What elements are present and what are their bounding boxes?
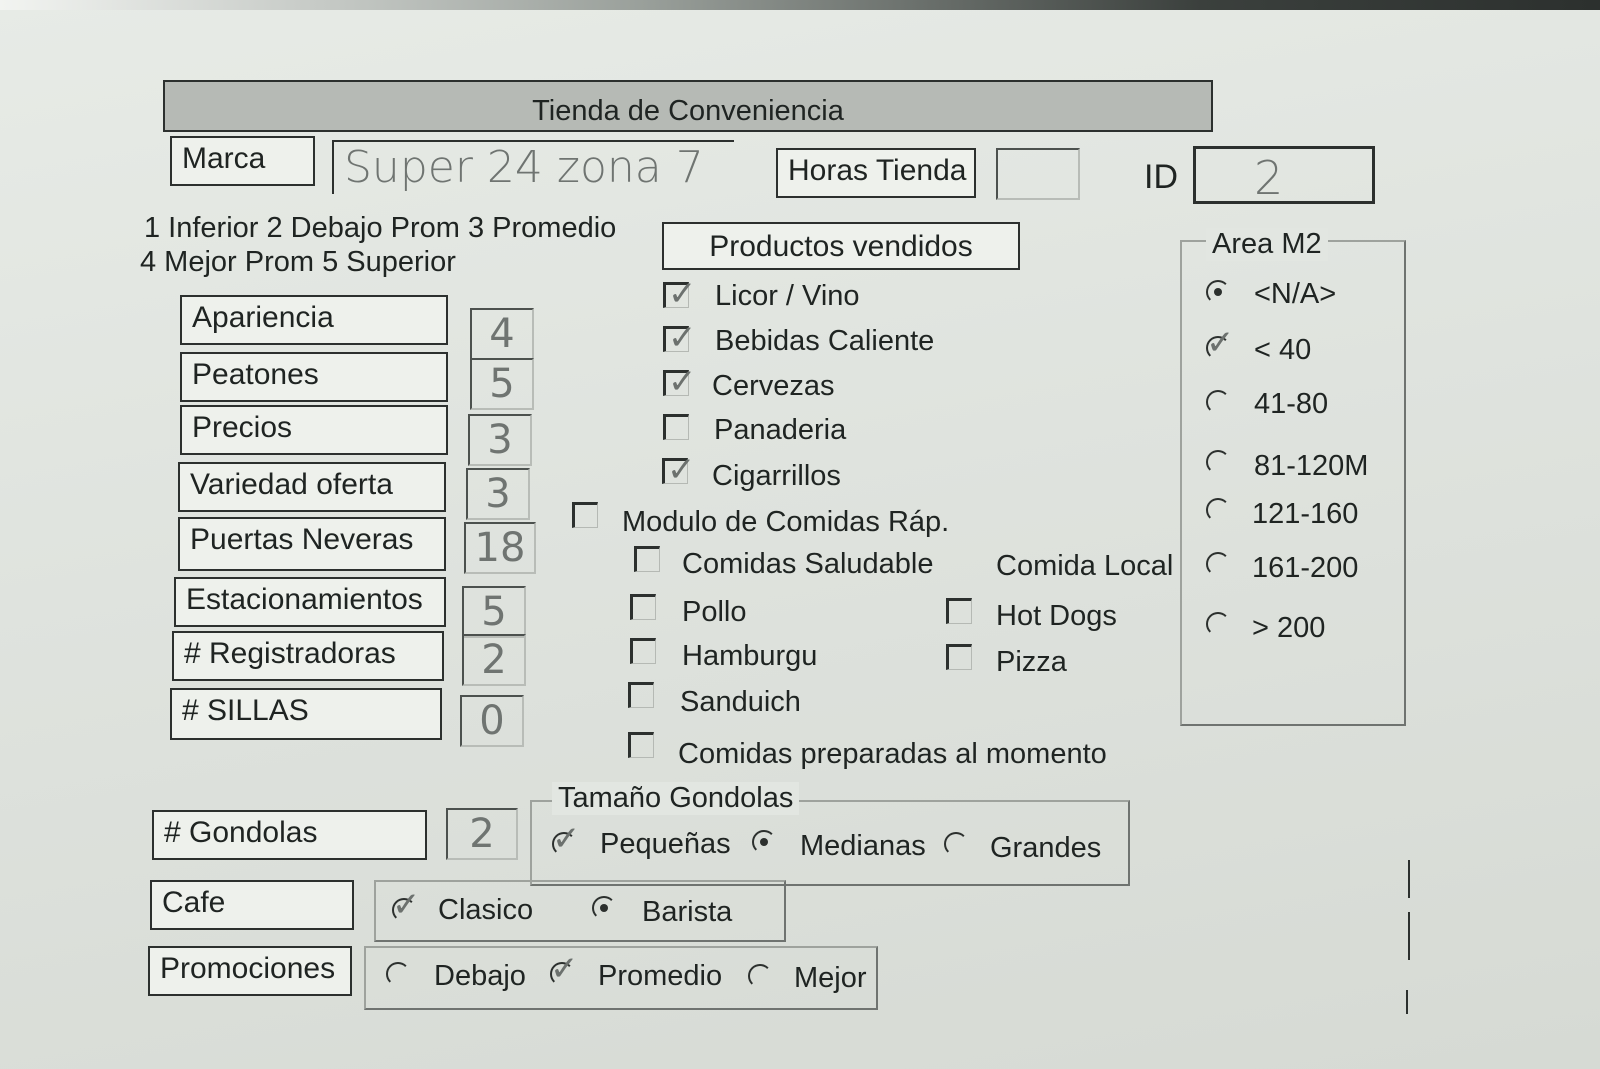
licor-vino-label: Licor / Vino [715,280,860,312]
pizza-label: Pizza [996,646,1067,678]
marca-label: Marca [170,136,315,186]
edge-tick [1408,912,1410,960]
productos-vendidos-header: Productos vendidos [662,222,1020,270]
rating-label: # Registradoras [172,631,444,681]
pollo-checkbox[interactable] [630,594,656,620]
bebidas-caliente-label: Bebidas Caliente [715,325,935,357]
edge-tick [1406,990,1408,1014]
cigarrillos-checkbox[interactable] [662,450,696,490]
cafe-radio-barista[interactable] [592,896,616,920]
rating-value-field[interactable]: 5 [462,586,526,638]
licor-vino-checkbox[interactable] [663,274,697,314]
check-mark-icon: ✓ [550,949,579,989]
sanduich-checkbox[interactable] [628,682,654,708]
area-option-label: > 200 [1252,612,1326,644]
sanduich-label: Sanduich [680,686,801,718]
promociones-radio-promedio[interactable] [550,949,579,989]
tamano-gondolas-title: Tamaño Gondolas [552,782,799,815]
area-radio-na[interactable] [1206,280,1230,304]
rating-label: Puertas Neveras [178,517,446,571]
gondolas-value-field[interactable]: 2 [446,808,518,860]
horas-tienda-field[interactable] [996,148,1080,200]
area-option-label: <N/A> [1254,278,1337,310]
promociones-option-label: Debajo [434,960,526,992]
promociones-radio-debajo[interactable] [386,962,410,986]
comidas-saludable-checkbox[interactable] [634,546,660,572]
gondolas-option-label: Pequeñas [600,828,731,860]
bebidas-caliente-checkbox[interactable] [663,318,697,358]
panaderia-checkbox[interactable] [663,414,689,440]
rating-value-field[interactable]: 5 [470,358,534,410]
promociones-radio-mejor[interactable] [748,964,772,988]
check-mark-icon: ✓ [552,819,581,859]
marca-field[interactable] [332,140,734,194]
cafe-option-label: Clasico [438,894,534,926]
rating-value-field[interactable]: 3 [466,468,530,520]
area-radio-81-120[interactable] [1206,450,1230,474]
cervezas-checkbox[interactable] [663,362,697,402]
area-radio-41-80[interactable] [1206,390,1230,414]
marca-value: Super 24 zona 7 [344,142,704,193]
modulo-comidas-checkbox[interactable] [572,502,598,528]
rating-value-field[interactable]: 3 [468,414,532,466]
promociones-label: Promociones [148,946,352,996]
area-option-label: < 40 [1254,334,1312,366]
gondolas-radio-pequenas[interactable] [552,819,581,859]
area-radio-121-160[interactable] [1206,498,1230,522]
check-mark-icon: ✓ [668,274,697,314]
pollo-label: Pollo [682,596,747,628]
rating-value-field[interactable]: 4 [470,308,534,360]
modulo-comidas-label: Modulo de Comidas Ráp. [622,506,950,538]
area-option-label: 81-120M [1254,450,1369,482]
promociones-option-label: Promedio [598,960,723,992]
pizza-checkbox[interactable] [946,644,972,670]
rating-label: Peatones [180,352,448,402]
area-radio-161-200[interactable] [1206,552,1230,576]
rating-value-field[interactable]: 0 [460,695,524,747]
area-radio-lt40[interactable] [1206,323,1235,363]
check-mark-icon: ✓ [1206,323,1235,363]
rating-value-field[interactable]: 2 [462,634,526,686]
area-option-label: 161-200 [1252,552,1359,584]
scale-legend-line1: 1 Inferior 2 Debajo Prom 3 Promedio [144,212,617,244]
hamburgu-label: Hamburgu [682,640,818,672]
cervezas-label: Cervezas [712,370,835,402]
hamburgu-checkbox[interactable] [630,638,656,664]
gondolas-option-label: Grandes [990,832,1102,864]
rating-label: # SILLAS [170,688,442,740]
comidas-saludable-label: Comidas Saludable [682,548,934,580]
gondolas-option-label: Medianas [800,830,926,862]
cafe-label: Cafe [150,880,354,930]
panaderia-label: Panaderia [714,414,847,446]
check-mark-icon: ✓ [668,318,697,358]
gondolas-radio-grandes[interactable] [944,832,968,856]
horas-tienda-label: Horas Tienda [776,148,976,198]
id-value: 2 [1254,151,1284,205]
area-option-label: 41-80 [1254,388,1329,420]
area-option-label: 121-160 [1252,498,1359,530]
check-mark-icon: ✓ [392,885,421,925]
rating-label: Estacionamientos [174,577,446,627]
scale-legend-line2: 4 Mejor Prom 5 Superior [140,246,456,278]
check-mark-icon: ✓ [668,362,697,402]
cafe-option-label: Barista [642,896,733,928]
rating-label: Precios [180,405,448,455]
cigarrillos-label: Cigarrillos [712,460,841,492]
check-mark-icon: ✓ [667,450,696,490]
edge-tick [1408,860,1410,898]
hot-dogs-label: Hot Dogs [996,600,1117,632]
photo-edge [0,0,1600,10]
promociones-option-label: Mejor [794,962,867,994]
rating-value-field[interactable]: 18 [464,522,536,574]
rating-label: Apariencia [180,295,448,345]
comidas-preparadas-checkbox[interactable] [628,732,654,758]
rating-label: Variedad oferta [178,462,446,512]
form-title: Tienda de Conveniencia [163,80,1213,132]
gondolas-label: # Gondolas [152,810,427,860]
area-m2-title: Area M2 [1206,228,1328,261]
gondolas-radio-medianas[interactable] [752,830,776,854]
comidas-preparadas-label: Comidas preparadas al momento [678,738,1107,770]
area-m2-group [1180,240,1406,726]
id-label: ID [1144,158,1178,196]
area-radio-gt200[interactable] [1206,612,1230,636]
hot-dogs-checkbox[interactable] [946,598,972,624]
cafe-radio-clasico[interactable] [392,885,421,925]
comida-local-label: Comida Local [996,550,1174,582]
id-field[interactable] [1193,146,1375,204]
